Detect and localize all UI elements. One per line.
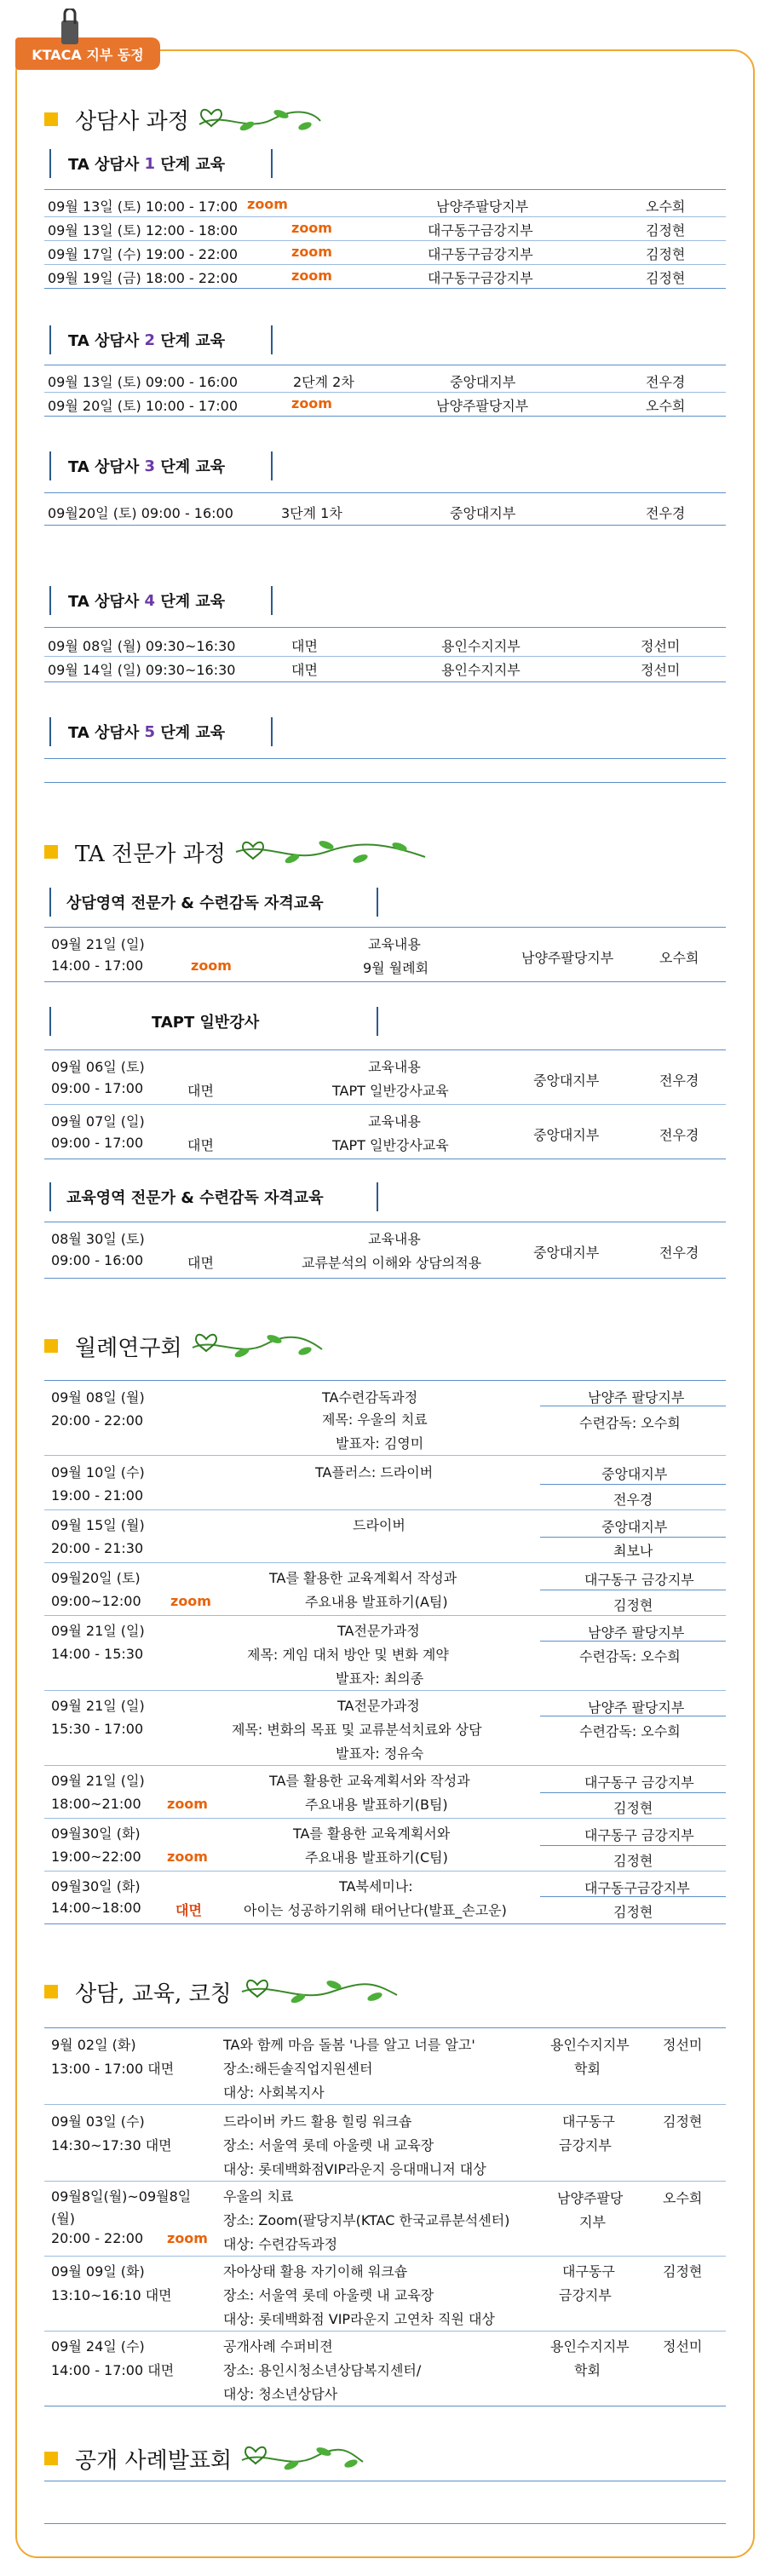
bullet-square-icon: [44, 112, 58, 126]
table-row: 09월 20일 (토) 10:00 - 17:00 zoom 남양주팔당지부 오수희: [48, 395, 686, 414]
branch-news-badge: KTACA 지부 동정: [15, 37, 160, 70]
vine-decoration-icon: [233, 835, 429, 869]
level2-heading: TA 상담사 2 단계 교육: [49, 325, 225, 354]
level1-heading: TA 상담사 1 단계 교육: [49, 149, 225, 178]
vine-decoration-icon: [239, 1975, 400, 2009]
table-row: 09월 13일 (토) 10:00 - 17:00 zoom 남양주팔당지부 오수희: [48, 196, 686, 215]
table-row: 09월 14일 (일) 09:30~16:30 대면 용인수지지부 정선미: [48, 662, 681, 678]
expert-heading-2: TAPT 일반강사: [49, 1007, 259, 1036]
bullet-square-icon: [44, 1339, 58, 1353]
vine-decoration-icon: [189, 1329, 325, 1363]
table-row: 09월 17일 (수) 19:00 - 22:00 zoom 대구동구금강지부 김정현: [48, 244, 686, 262]
bullet-square-icon: [44, 845, 58, 859]
section-title-expert: TA 전문가 과정: [44, 835, 429, 869]
level3-heading: TA 상담사 3 단계 교육: [49, 451, 225, 480]
level5-heading: TA 상담사 5 단계 교육: [49, 717, 225, 746]
bullet-square-icon: [44, 2452, 58, 2465]
section-title-monthly: 월례연구회: [44, 1329, 325, 1363]
section-title-coaching: 상담, 교육, 코칭: [44, 1975, 400, 2009]
section-title-public: 공개 사례발표회: [44, 2441, 366, 2475]
level4-heading: TA 상담사 4 단계 교육: [49, 586, 225, 615]
section-title-counselor: 상담사 과정: [44, 102, 324, 136]
table-row: 09월20일 (토) 09:00 - 16:00 3단계 1차 중앙대지부 전우경: [48, 505, 686, 521]
bullet-square-icon: [44, 1985, 58, 1998]
table-row: 09월 08일 (월) 09:30~16:30 대면 용인수지지부 정선미: [48, 638, 681, 654]
table-row: 09월 13일 (토) 09:00 - 16:00 2단계 2차 중앙대지부 전우경: [48, 374, 686, 390]
page-frame: [15, 49, 755, 2558]
vine-decoration-icon: [239, 2441, 366, 2475]
binder-clip-icon: [58, 9, 82, 48]
vine-decoration-icon: [196, 102, 324, 136]
expert-heading-1: 상담영역 전문가 & 수련감독 자격교육: [49, 888, 324, 917]
table-row: 09월 19일 (금) 18:00 - 22:00 zoom 대구동구금강지부 김정현: [48, 267, 686, 286]
table-row: 09월 13일 (토) 12:00 - 18:00 zoom 대구동구금강지부 김정현: [48, 220, 686, 239]
expert-heading-3: 교육영역 전문가 & 수련감독 자격교육: [49, 1182, 324, 1211]
